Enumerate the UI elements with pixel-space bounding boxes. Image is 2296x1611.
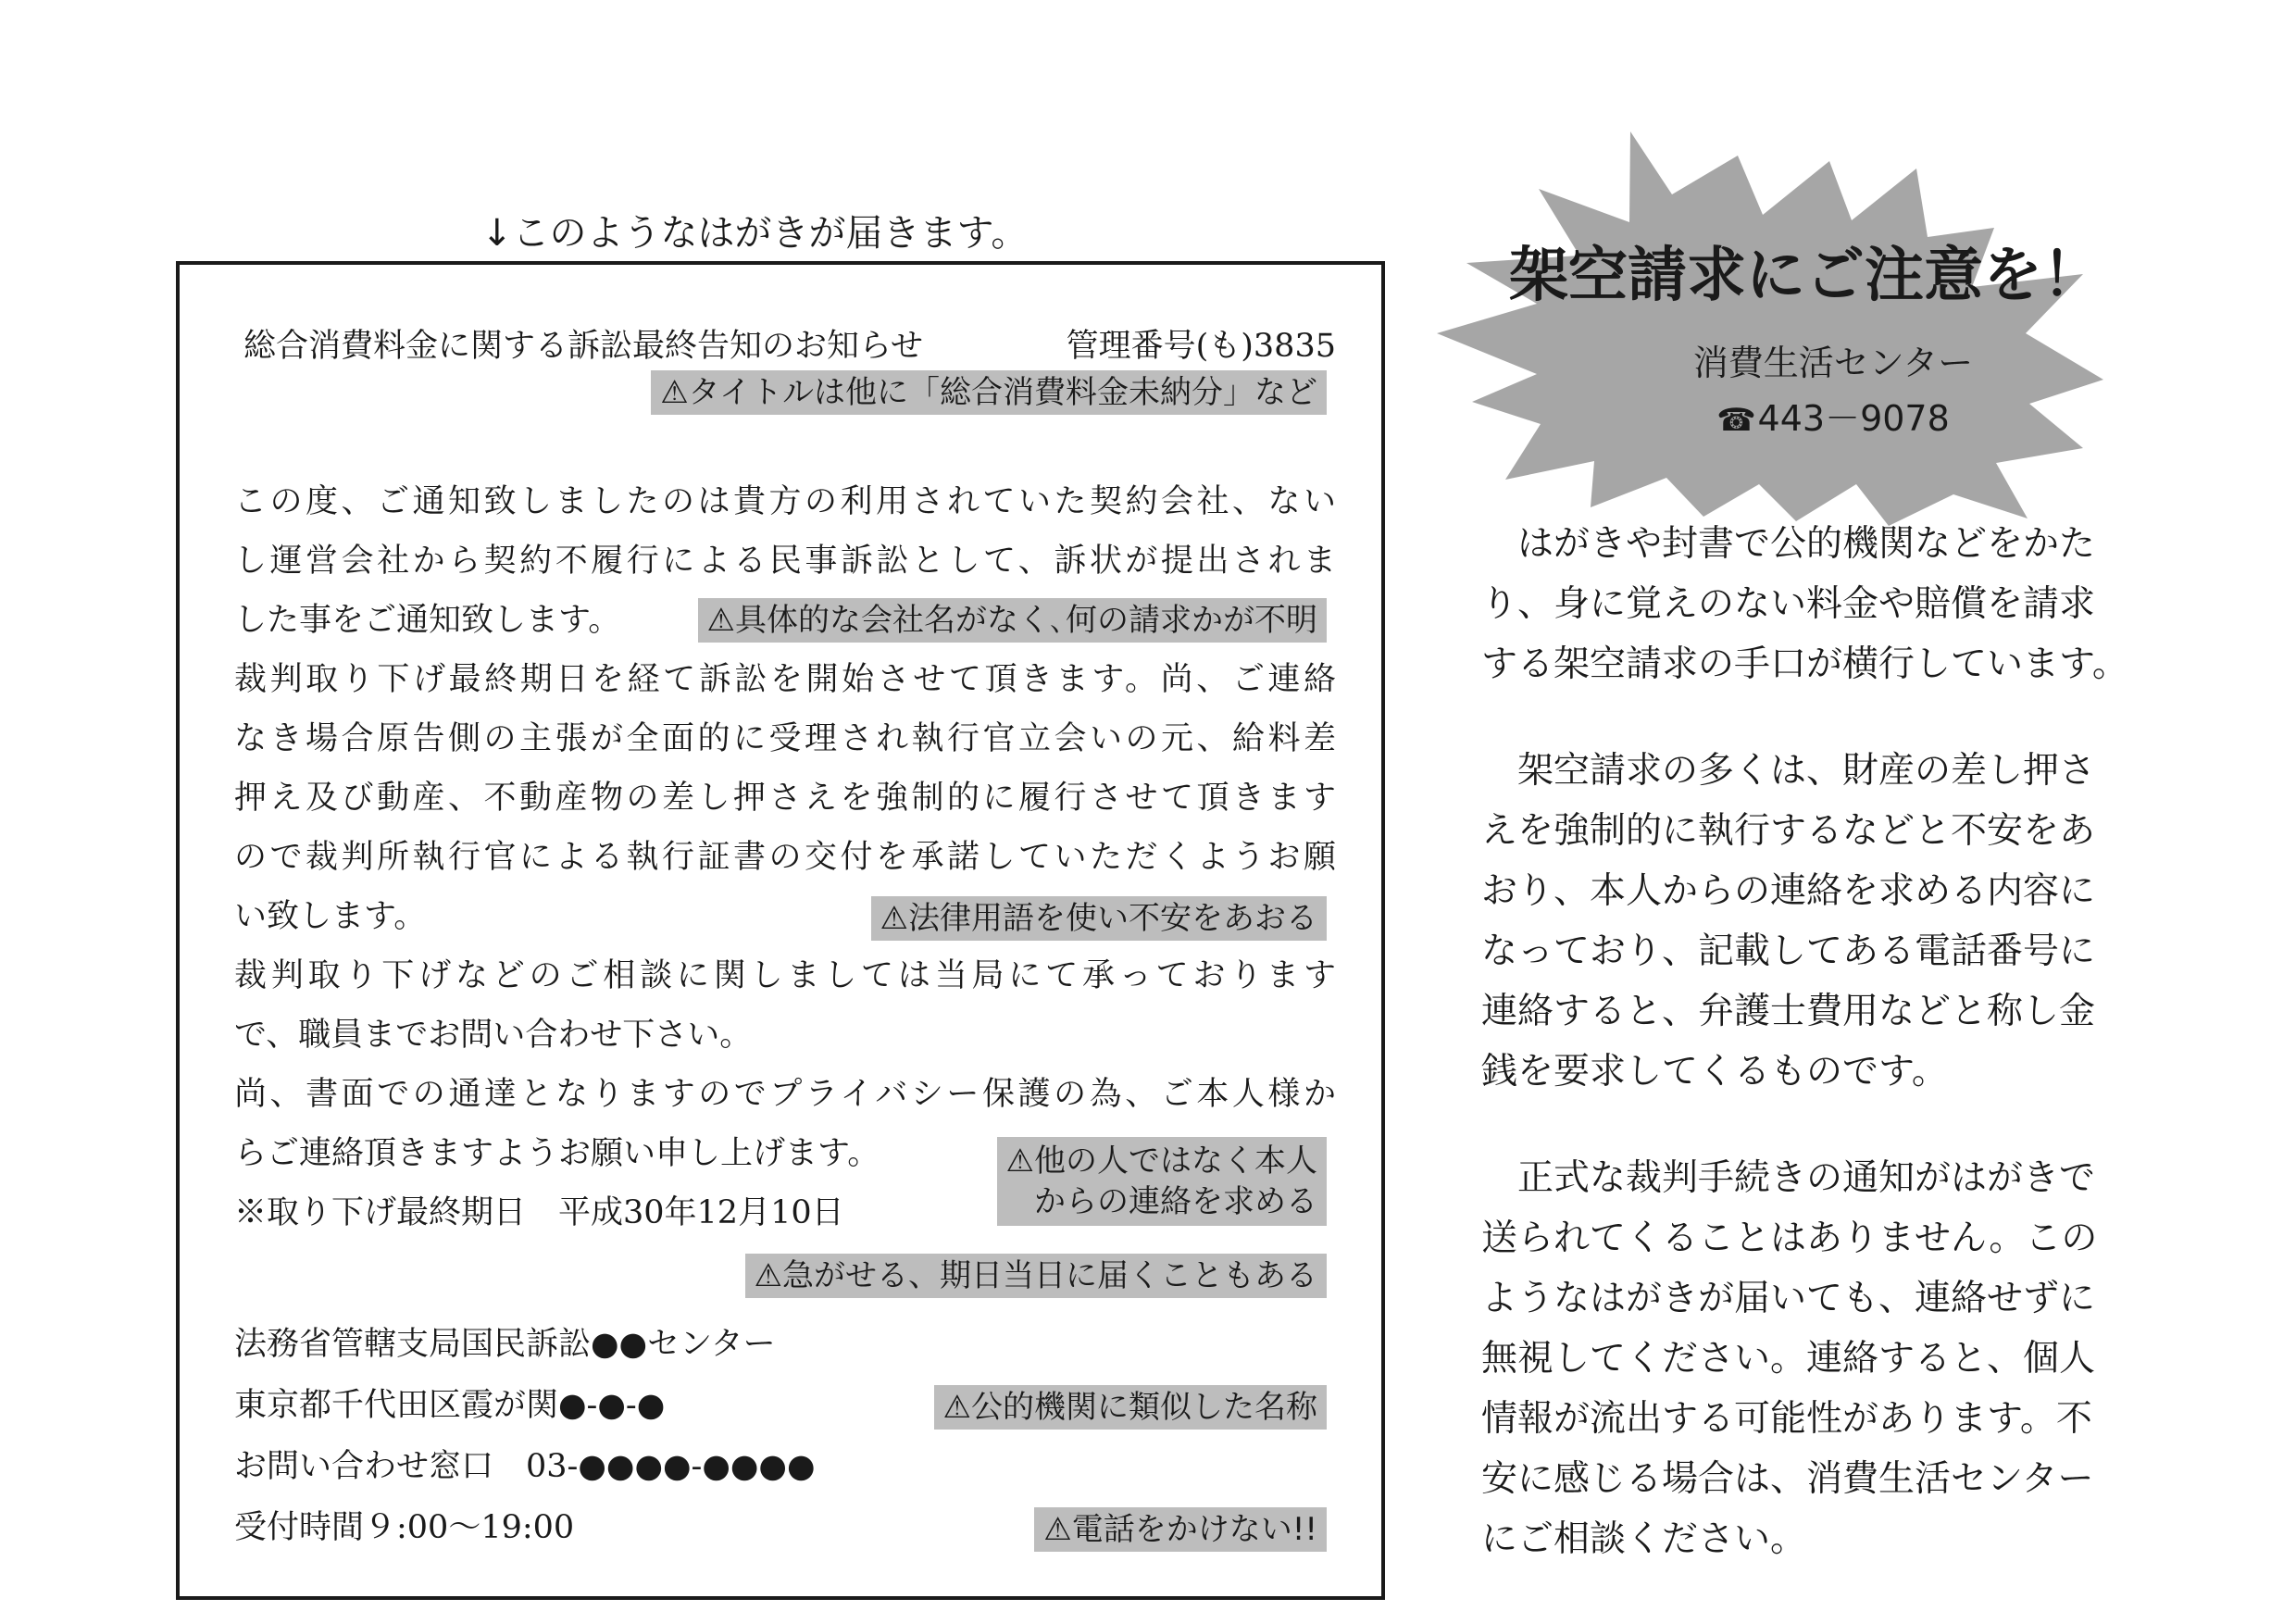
body-line: 尚、書面での通達となりますのでプライバシー保護の為、ご本人様か <box>234 1076 1336 1113</box>
warning-self-contact-line: からの連絡を求める <box>1034 1183 1317 1220</box>
body-line: なき場合原告側の主張が全面的に受理され執行官立会いの元、給料差 <box>234 720 1336 757</box>
article-line: 架空請求の多くは、財産の差し押さ <box>1481 750 2096 792</box>
body-line: し運営会社から契約不履行による民事訴訟として、訴状が提出されま <box>234 543 1336 580</box>
article-line: する架空請求の手口が横行しています。 <box>1481 643 2128 685</box>
article-line: 無視してください。連絡すると、個人 <box>1481 1338 2096 1380</box>
warning-legal-terms: ⚠法律用語を使い不安をあおる <box>871 896 1327 941</box>
article-line: おり、本人からの連絡を求める内容に <box>1481 870 2096 912</box>
body-line: らご連絡頂きますようお願い申し上げます。 <box>234 1135 880 1172</box>
article-line: はがきや封書で公的機関などをかた <box>1481 523 2096 565</box>
article-line: 連絡すると、弁護士費用などと称し金 <box>1481 991 2096 1032</box>
reception-hours: 受付時間９:00～19:00 <box>234 1509 575 1546</box>
sender-name: 法務省管轄支局国民訴訟●●センター <box>234 1326 776 1363</box>
article-line: えを強制的に執行するなどと不安をあ <box>1481 810 2096 852</box>
body-line: ので裁判所執行官による執行証書の交付を承諾していただくようお願 <box>234 839 1336 876</box>
deadline: ※取り下げ最終期日 平成30年12月10日 <box>234 1194 844 1231</box>
notice-header <box>234 317 1336 376</box>
phone-number: 443－9078 <box>1757 398 1950 439</box>
body-line: で、職員までお問い合わせ下さい。 <box>234 1017 753 1054</box>
article-line: ようなはがきが届いても、連絡せずに <box>1481 1278 2096 1319</box>
body-line: 押え及び動産、不動産物の差し押さえを強制的に履行させて頂きます <box>234 780 1336 817</box>
article-line: 送られてくることはありません。この <box>1481 1218 2098 1259</box>
warning-unknown-company: ⚠具体的な会社名がなく､何の請求かが不明 <box>698 598 1327 643</box>
article-line: なっており、記載してある電話番号に <box>1481 930 2096 972</box>
consumer-center-name: 消費生活センター <box>1692 343 1974 383</box>
article-paragraph <box>1481 1148 2176 1569</box>
article-paragraph <box>1481 741 2176 1102</box>
article-paragraph <box>1481 514 2176 694</box>
warning-public-name: ⚠公的機関に類似した名称 <box>934 1385 1327 1430</box>
body-line: 裁判取り下げ最終期日を経て訴訟を開始させて頂きます。尚、ご連絡 <box>234 661 1336 698</box>
contact-number: お問い合わせ窓口 03-●●●●-●●●● <box>234 1448 816 1485</box>
phone-icon: ☎ <box>1716 402 1756 439</box>
article-line: 情報が流出する可能性があります。不 <box>1481 1398 2092 1440</box>
alert-title: 架空請求にご注意を！ <box>1509 242 2102 310</box>
warning-title-variants: ⚠タイトルは他に「総合消費料金未納分」など <box>651 370 1327 415</box>
body-line: 裁判取り下げなどのご相談に関しましては当局にて承っております <box>234 957 1336 994</box>
article-line: 安に感じる場合は、消費生活センター <box>1481 1458 2094 1500</box>
consumer-center-phone <box>1639 393 2028 446</box>
body-line: この度、ご通知致しましたのは貴方の利用されていた契約会社、ない <box>234 483 1336 520</box>
article-line: り、身に覚えのない料金や賠償を請求 <box>1481 583 2096 625</box>
starburst-badge <box>1435 119 2148 526</box>
article-line: にご相談ください。 <box>1481 1518 1807 1560</box>
postcard-caption: ↓このようなはがきが届きます。 <box>481 212 1029 255</box>
notice-title: 総合消費料金に関する訴訟最終告知のお知らせ <box>243 328 923 365</box>
article-line: 銭を要求してくるものです。 <box>1481 1051 1948 1093</box>
postcard-sample <box>176 261 1385 1600</box>
sender-address: 東京都千代田区霞が関●-●-● <box>234 1387 666 1424</box>
warning-rush: ⚠急がせる、期日当日に届くこともある <box>745 1254 1327 1298</box>
body-line: い致します。 <box>234 898 427 935</box>
starburst-shape <box>1437 131 2103 526</box>
management-number: 管理番号(も)3835 <box>1066 328 1336 365</box>
article-line: 正式な裁判手続きの通知がはがきで <box>1481 1157 2096 1199</box>
warning-do-not-call: ⚠電話をかけない!! <box>1034 1507 1327 1552</box>
body-line: した事をご通知致します。 <box>234 602 621 639</box>
warning-self-contact-line: ⚠他の人ではなく本人 <box>1005 1143 1317 1180</box>
